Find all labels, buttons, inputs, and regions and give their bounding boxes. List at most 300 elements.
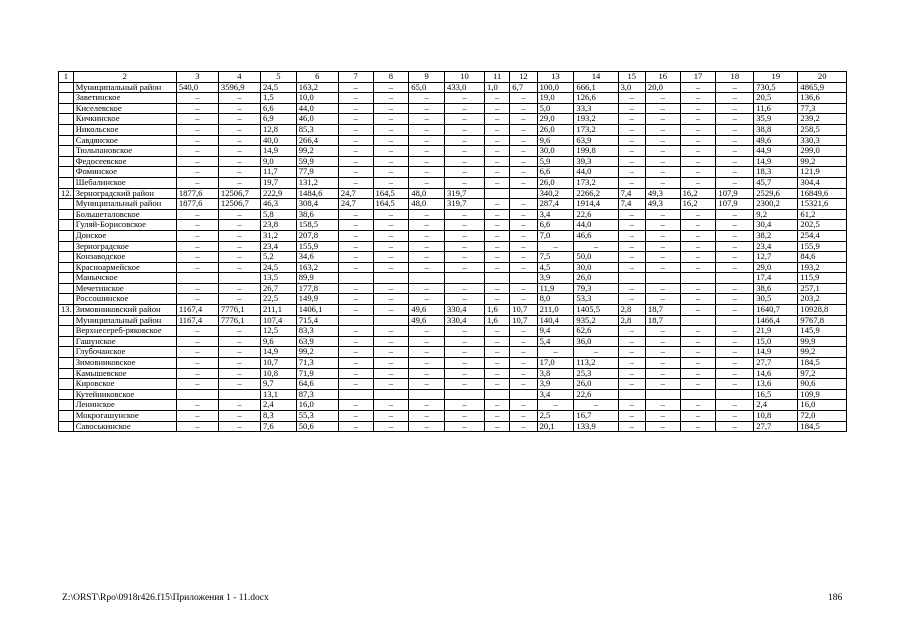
table-cell: 299,0 <box>798 146 847 157</box>
row-name: Манычское <box>73 273 176 284</box>
table-cell <box>409 389 445 400</box>
table-cell: – <box>485 230 510 241</box>
table-cell: – <box>510 411 537 422</box>
table-cell: – <box>510 421 537 432</box>
table-cell: – <box>445 220 485 231</box>
table-cell: – <box>680 135 716 146</box>
table-cell: 1405,5 <box>574 305 618 316</box>
table-cell: 5,0 <box>537 103 574 114</box>
table-cell: 15321,6 <box>798 199 847 210</box>
table-cell: – <box>618 167 645 178</box>
table-cell: – <box>409 411 445 422</box>
table-cell: 20,1 <box>537 421 574 432</box>
table-row <box>59 315 847 326</box>
row-index <box>59 146 74 157</box>
table-cell: – <box>537 400 574 411</box>
table-cell: – <box>218 230 260 241</box>
row-name: Кутейниковское <box>73 389 176 400</box>
row-name: Муниципальный район <box>73 82 176 93</box>
row-index <box>59 177 74 188</box>
table-cell: – <box>338 241 373 252</box>
table-cell: – <box>510 336 537 347</box>
table-cell: 7776,1 <box>218 315 260 326</box>
table-cell: – <box>716 241 754 252</box>
table-cell: – <box>409 135 445 146</box>
table-cell: – <box>680 124 716 135</box>
table-cell: 16,5 <box>754 389 798 400</box>
table-row <box>59 389 847 400</box>
table-cell: 30,0 <box>574 262 618 273</box>
table-cell: – <box>218 368 260 379</box>
row-name: Гашунское <box>73 336 176 347</box>
table-cell: – <box>409 177 445 188</box>
table-cell: 72,0 <box>798 411 847 422</box>
table-cell <box>618 273 645 284</box>
table-cell: 211,1 <box>260 305 296 316</box>
table-cell: 433,0 <box>445 82 485 93</box>
table-cell: – <box>618 347 645 358</box>
table-cell: – <box>680 358 716 369</box>
table-cell: – <box>716 379 754 390</box>
table-cell: – <box>338 177 373 188</box>
table-cell: 30,5 <box>754 294 798 305</box>
table-row <box>59 294 847 305</box>
table-cell: – <box>373 167 409 178</box>
table-cell: – <box>409 103 445 114</box>
table-cell: 35,9 <box>754 114 798 125</box>
table-cell: 18,7 <box>645 305 680 316</box>
table-cell: 12506,7 <box>218 188 260 199</box>
table-cell <box>716 389 754 400</box>
table-cell: – <box>445 135 485 146</box>
table-cell: 40,0 <box>260 135 296 146</box>
table-cell <box>716 315 754 326</box>
table-cell <box>218 273 260 284</box>
table-cell: – <box>680 209 716 220</box>
row-index <box>59 167 74 178</box>
table-cell: – <box>218 379 260 390</box>
table-cell: 26,0 <box>574 379 618 390</box>
table-cell: 173,2 <box>574 177 618 188</box>
table-cell: 49,3 <box>645 188 680 199</box>
table-cell: 3,9 <box>537 379 574 390</box>
table-cell: 39,3 <box>574 156 618 167</box>
table-cell: – <box>645 294 680 305</box>
table-cell: 287,4 <box>537 199 574 210</box>
table-cell <box>680 273 716 284</box>
table-cell: – <box>618 411 645 422</box>
table-cell: 1877,6 <box>176 199 218 210</box>
table-cell: – <box>445 379 485 390</box>
table-cell: – <box>716 230 754 241</box>
table-cell: – <box>645 400 680 411</box>
table-cell: 30,0 <box>537 146 574 157</box>
table-cell: 16,7 <box>574 411 618 422</box>
table-cell: – <box>373 114 409 125</box>
table-cell: – <box>510 156 537 167</box>
table-cell: – <box>338 262 373 273</box>
table-cell: 38,8 <box>754 124 798 135</box>
table-cell: – <box>176 103 218 114</box>
table-cell: 3596,9 <box>218 82 260 93</box>
table-cell: – <box>373 379 409 390</box>
table-cell: 44,0 <box>574 220 618 231</box>
table-cell: – <box>618 156 645 167</box>
table-cell: – <box>338 294 373 305</box>
table-cell: – <box>618 177 645 188</box>
table-cell: 24,7 <box>338 199 373 210</box>
table-cell: 84,6 <box>798 252 847 263</box>
table-cell: 99,2 <box>798 347 847 358</box>
table-cell: 23,4 <box>754 241 798 252</box>
row-index <box>59 368 74 379</box>
table-cell <box>680 315 716 326</box>
table-cell: – <box>445 400 485 411</box>
table-cell <box>510 273 537 284</box>
table-cell: – <box>680 421 716 432</box>
row-name: Зимовниковское <box>73 358 176 369</box>
row-index: 12. <box>59 188 74 199</box>
table-cell: – <box>176 114 218 125</box>
table-cell: 1,6 <box>485 315 510 326</box>
table-cell: – <box>409 146 445 157</box>
table-cell: 8,3 <box>260 411 296 422</box>
table-cell: – <box>176 368 218 379</box>
table-cell: 11,9 <box>537 283 574 294</box>
table-cell: – <box>645 262 680 273</box>
table-cell: – <box>338 379 373 390</box>
table-cell: – <box>574 400 618 411</box>
table-cell: 14,9 <box>754 347 798 358</box>
row-name: Гуляй-Борисовское <box>73 220 176 231</box>
table-cell: 38,6 <box>754 283 798 294</box>
table-cell <box>510 389 537 400</box>
table-cell <box>485 188 510 199</box>
table-cell: 13,1 <box>260 389 296 400</box>
table-cell: 239,2 <box>798 114 847 125</box>
table-cell: – <box>645 135 680 146</box>
table-cell: 308,4 <box>296 199 338 210</box>
table-cell: 319,7 <box>445 188 485 199</box>
table-cell: – <box>373 262 409 273</box>
table-cell: – <box>218 167 260 178</box>
table-cell: – <box>716 135 754 146</box>
row-index <box>59 230 74 241</box>
table-cell: 44,0 <box>296 103 338 114</box>
table-cell: 258,5 <box>798 124 847 135</box>
row-name: Камышевское <box>73 368 176 379</box>
table-cell: 2,4 <box>754 400 798 411</box>
table-row <box>59 135 847 146</box>
table-cell: 100,0 <box>537 82 574 93</box>
table-cell: 12,7 <box>754 252 798 263</box>
table-cell: – <box>680 347 716 358</box>
table-cell: – <box>510 167 537 178</box>
table-cell: – <box>338 368 373 379</box>
table-cell: – <box>485 156 510 167</box>
table-cell: 7,4 <box>618 188 645 199</box>
table-cell: – <box>645 93 680 104</box>
table-cell: – <box>373 294 409 305</box>
table-cell: 49,3 <box>645 199 680 210</box>
table-cell: – <box>618 379 645 390</box>
table-cell: – <box>176 209 218 220</box>
table-cell: – <box>218 93 260 104</box>
table-cell: 49,6 <box>409 305 445 316</box>
table-cell: – <box>618 230 645 241</box>
table-cell: – <box>338 82 373 93</box>
table-cell: – <box>716 368 754 379</box>
row-index <box>59 379 74 390</box>
table-cell: – <box>409 347 445 358</box>
table-cell: 730,5 <box>754 82 798 93</box>
column-number: 7 <box>338 72 373 83</box>
table-cell: 97,2 <box>798 368 847 379</box>
table-cell: 10928,8 <box>798 305 847 316</box>
table-cell: – <box>373 326 409 337</box>
table-cell: – <box>716 347 754 358</box>
table-cell: – <box>716 124 754 135</box>
row-name: Зерноградский район <box>73 188 176 199</box>
column-number: 14 <box>574 72 618 83</box>
table-cell: 9767,8 <box>798 315 847 326</box>
table-cell: – <box>218 252 260 263</box>
table-cell: 1640,7 <box>754 305 798 316</box>
table-cell: – <box>716 209 754 220</box>
table-cell: – <box>618 124 645 135</box>
table-cell: – <box>645 283 680 294</box>
table-cell: – <box>716 220 754 231</box>
table-cell: – <box>445 209 485 220</box>
table-cell: – <box>176 135 218 146</box>
table-cell: – <box>409 326 445 337</box>
table-row <box>59 379 847 390</box>
table-cell: – <box>680 283 716 294</box>
table-cell: – <box>680 146 716 157</box>
table-cell: – <box>716 326 754 337</box>
table-cell: – <box>485 421 510 432</box>
table-cell: 16,0 <box>296 400 338 411</box>
column-number: 6 <box>296 72 338 83</box>
table-cell: – <box>645 220 680 231</box>
table-cell: – <box>680 230 716 241</box>
table-cell: – <box>510 294 537 305</box>
table-cell <box>338 273 373 284</box>
table-cell: 50,6 <box>296 421 338 432</box>
table-cell: 2,8 <box>618 315 645 326</box>
row-name: Глубочанское <box>73 347 176 358</box>
table-cell: 16,2 <box>680 199 716 210</box>
row-name: Конзаводское <box>73 252 176 263</box>
table-cell: – <box>373 305 409 316</box>
table-cell: – <box>645 421 680 432</box>
table-row <box>59 230 847 241</box>
table-cell: 164,5 <box>373 188 409 199</box>
table-cell: – <box>176 294 218 305</box>
row-index <box>59 209 74 220</box>
table-cell: 6,6 <box>537 167 574 178</box>
table-cell: 340,2 <box>537 188 574 199</box>
table-cell: – <box>645 326 680 337</box>
table-cell: 4865,9 <box>798 82 847 93</box>
row-index <box>59 103 74 114</box>
table-cell: – <box>373 177 409 188</box>
table-cell: 27,7 <box>754 421 798 432</box>
table-cell: – <box>338 124 373 135</box>
table-cell: – <box>409 167 445 178</box>
table-cell: – <box>218 114 260 125</box>
table-cell: – <box>485 199 510 210</box>
table-cell: – <box>373 103 409 114</box>
table-cell: – <box>445 421 485 432</box>
table-cell: 83,3 <box>296 326 338 337</box>
table-cell: 24,5 <box>260 82 296 93</box>
table-cell: – <box>645 177 680 188</box>
table-cell: – <box>645 103 680 114</box>
table-cell: 203,2 <box>798 294 847 305</box>
table-cell: – <box>485 294 510 305</box>
table-cell: – <box>176 167 218 178</box>
table-cell: – <box>645 368 680 379</box>
table-cell: – <box>338 411 373 422</box>
table-cell <box>338 389 373 400</box>
table-cell: – <box>716 400 754 411</box>
table-cell: – <box>680 103 716 114</box>
table-cell: 330,3 <box>798 135 847 146</box>
table-row <box>59 336 847 347</box>
table-cell: – <box>338 146 373 157</box>
table-cell: – <box>510 135 537 146</box>
table-cell: 38,6 <box>296 209 338 220</box>
row-index <box>59 252 74 263</box>
table-cell: 71,3 <box>296 358 338 369</box>
table-cell: – <box>373 347 409 358</box>
table-cell: – <box>510 368 537 379</box>
table-cell: 9,6 <box>537 135 574 146</box>
table-row <box>59 220 847 231</box>
column-number: 15 <box>618 72 645 83</box>
table-cell: – <box>618 252 645 263</box>
table-cell: 155,9 <box>296 241 338 252</box>
table-cell: – <box>373 135 409 146</box>
table-cell: – <box>338 135 373 146</box>
table-cell: – <box>176 177 218 188</box>
table-cell: 11,6 <box>754 103 798 114</box>
table-cell: – <box>485 283 510 294</box>
table-cell: 131,2 <box>296 177 338 188</box>
table-cell: 2529,6 <box>754 188 798 199</box>
table-cell: 46,6 <box>574 230 618 241</box>
table-cell: 126,6 <box>574 93 618 104</box>
table-cell <box>716 273 754 284</box>
table-cell: 99,2 <box>798 156 847 167</box>
table-cell: 1914,4 <box>574 199 618 210</box>
table-row <box>59 305 847 316</box>
table-cell: – <box>409 230 445 241</box>
table-cell: 10,7 <box>510 305 537 316</box>
table-cell: – <box>409 156 445 167</box>
table-row <box>59 400 847 411</box>
table-cell: – <box>645 167 680 178</box>
table-cell: – <box>409 421 445 432</box>
table-cell: – <box>680 294 716 305</box>
row-name: Савдянское <box>73 135 176 146</box>
table-cell: – <box>485 368 510 379</box>
table-cell: 9,4 <box>537 326 574 337</box>
table-row <box>59 273 847 284</box>
table-cell: 16849,6 <box>798 188 847 199</box>
table-cell: – <box>716 294 754 305</box>
table-row <box>59 114 847 125</box>
table-cell: – <box>218 262 260 273</box>
table-cell: 207,8 <box>296 230 338 241</box>
table-cell: 149,9 <box>296 294 338 305</box>
table-cell: – <box>510 230 537 241</box>
table-row <box>59 188 847 199</box>
table-cell: – <box>338 220 373 231</box>
table-cell: – <box>338 209 373 220</box>
table-cell: – <box>409 294 445 305</box>
table-cell: 99,9 <box>798 336 847 347</box>
table-cell: 193,2 <box>574 114 618 125</box>
row-index <box>59 199 74 210</box>
table-cell: 44,9 <box>754 146 798 157</box>
table-cell: – <box>373 358 409 369</box>
table-cell: – <box>618 400 645 411</box>
table-cell: – <box>338 421 373 432</box>
table-cell: – <box>716 103 754 114</box>
table-cell: – <box>445 294 485 305</box>
table-cell: – <box>338 252 373 263</box>
table-cell: – <box>618 114 645 125</box>
table-cell <box>618 389 645 400</box>
table-cell: 12,8 <box>260 124 296 135</box>
table-cell <box>485 389 510 400</box>
table-cell: – <box>176 230 218 241</box>
table-cell: 25,3 <box>574 368 618 379</box>
table-cell: – <box>716 93 754 104</box>
table-cell: – <box>510 283 537 294</box>
table-cell: 20,5 <box>754 93 798 104</box>
table-cell: 26,0 <box>537 177 574 188</box>
table-cell: 26,7 <box>260 283 296 294</box>
table-cell: 184,5 <box>798 421 847 432</box>
table-cell: 33,3 <box>574 103 618 114</box>
table-cell: – <box>618 294 645 305</box>
table-cell: – <box>680 305 716 316</box>
table-cell: – <box>338 358 373 369</box>
table-cell: – <box>510 209 537 220</box>
table-row <box>59 146 847 157</box>
table-cell: – <box>176 326 218 337</box>
table-cell: – <box>176 252 218 263</box>
table-cell: – <box>510 124 537 135</box>
row-name: Зерноградское <box>73 241 176 252</box>
table-cell: – <box>445 103 485 114</box>
table-cell: – <box>218 241 260 252</box>
table-cell: 173,2 <box>574 124 618 135</box>
table-cell: – <box>510 93 537 104</box>
table-cell: 26,0 <box>537 124 574 135</box>
table-row <box>59 326 847 337</box>
column-number: 2 <box>73 72 176 83</box>
table-cell: – <box>445 146 485 157</box>
table-cell: 63,9 <box>574 135 618 146</box>
table-cell: 136,6 <box>798 93 847 104</box>
table-cell: 90,6 <box>798 379 847 390</box>
table-cell: – <box>618 368 645 379</box>
table-cell: – <box>485 103 510 114</box>
